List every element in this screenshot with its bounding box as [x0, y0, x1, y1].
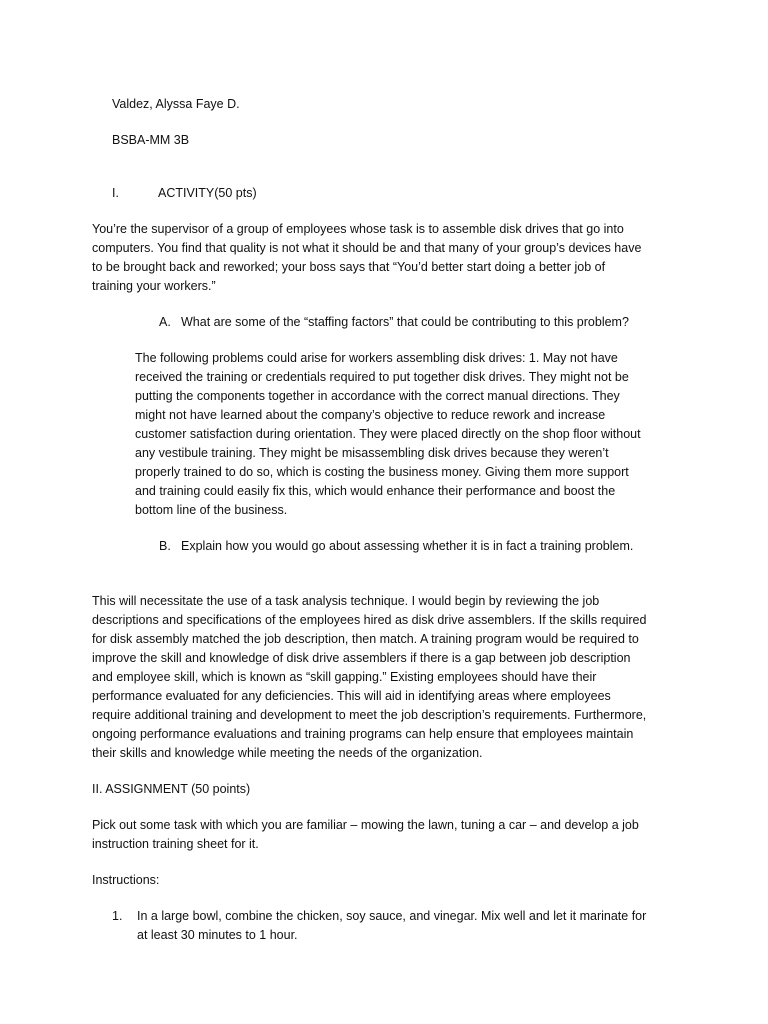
- student-name: Valdez, Alyssa Faye D.: [112, 97, 240, 111]
- question-a-text: What are some of the “staffing factors” that could be contributing to this problem?: [181, 315, 629, 329]
- section-1-intro: You’re the supervisor of a group of employees whose task is to assemble disk drives that go into computers. You find that quality is not what it should be and that many of your group’s devices have to be brought back and reworked; your boss says that “You’d better start doing a better job of training your workers.”: [92, 222, 642, 293]
- section-2-title: II. ASSIGNMENT (50 points): [92, 782, 251, 796]
- student-course: BSBA-MM 3B: [112, 133, 190, 147]
- section-1-title: ACTIVITY(50 pts): [158, 186, 257, 200]
- question-b-text: Explain how you would go about assessing whether it is in fact a training problem.: [181, 539, 634, 553]
- list-item-text: In a large bowl, combine the chicken, soy sauce, and vinegar. Mix well and let it marinate for at least 30 minutes to 1 hour.: [137, 909, 647, 942]
- question-b-letter: B.: [159, 539, 171, 553]
- question-b: [159, 537, 648, 556]
- section-1-number: I.: [112, 186, 119, 200]
- list-item-number: 1.: [112, 909, 123, 923]
- question-a: [159, 313, 648, 332]
- section-1-heading: [112, 184, 648, 203]
- question-a-letter: A.: [159, 315, 171, 329]
- list-item: [112, 907, 648, 945]
- instructions-label: Instructions:: [92, 873, 160, 887]
- section-2-prompt: Pick out some task with which you are familiar – mowing the lawn, tuning a car – and develop a job instruction training sheet for it.: [92, 818, 639, 851]
- answer-a: The following problems could arise for workers assembling disk drives: 1. May not have received the training or credentials required to put together disk drives. They might not be putting the components together in accordance with the correct manual directions. They might not have learned about the company’s objective to reduce rework and increase customer satisfaction during orientation. They were placed directly on the shop floor without any vestibule training. They might be misassembling disk drives because they weren’t properly trained to do so, which is costing the business money. Giving them more support and training could easily fix this, which would enhance their performance and boost the bottom line of the business.: [135, 351, 641, 517]
- answer-b: This will necessitate the use of a task analysis technique. I would begin by reviewing the job descriptions and specifications of the employees hired as disk drive assemblers. If the skills required for disk assembly matched the job description, then match. A training program would be required to improve the skill and knowledge of disk drive assemblers if there is a gap between job description and employee skill, which is known as “skill gapping.” Existing employees should have their performance evaluated for any deficiencies. This will aid in identifying areas where employees require additional training and development to meet the job description’s requirements. Furthermore, ongoing performance evaluations and training programs can help ensure that employees maintain their skills and knowledge while meeting the needs of the organization.: [92, 594, 647, 760]
